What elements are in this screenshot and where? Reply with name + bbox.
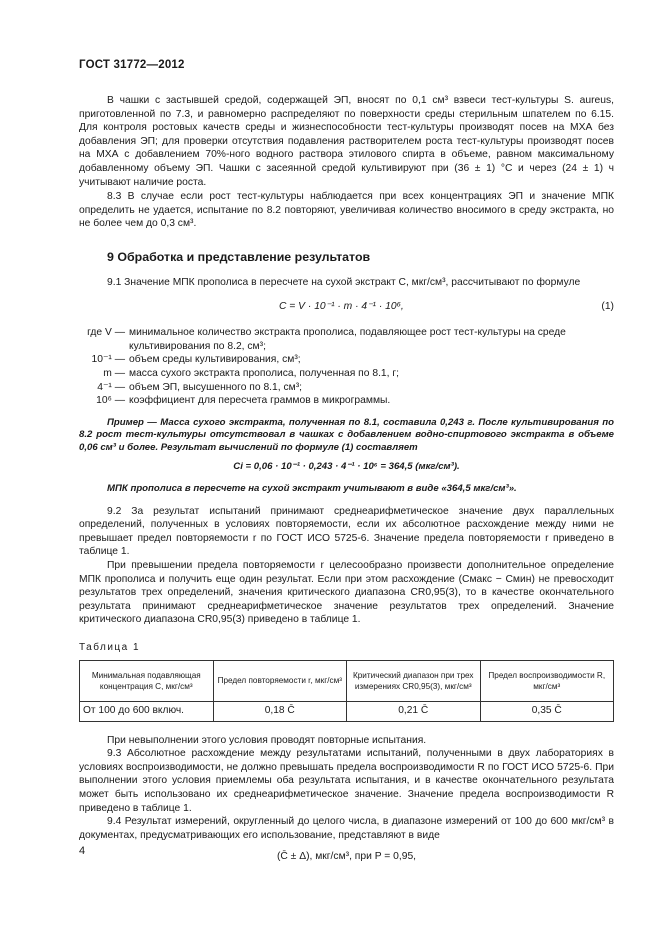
- table-cell: 0,35 C̄: [480, 701, 614, 721]
- legend-definition: минимальное количество экстракта прополиса, подавляющее рост тест-культуры на среде культивирования по 8.2, см³;: [129, 327, 566, 352]
- legend-symbol: m —: [103, 367, 125, 379]
- paragraph-9-2-continued: При превышении предела повторяемости r целесообразно произвести дополнительное определение МПК прополиса и получить еще один результат. Если при этом расхождение (Cмакс − Cмин) не превосходит результатов трех определений, значения критического диапазона CR0,95(3), то в качестве окончательного результата принимают среднеарифметическое значение результатов трех определений. Значение критического диапазона CR0,95(3) приведено в таблице 1.: [79, 560, 614, 626]
- table-row: [80, 701, 614, 721]
- result-form: (C̄ ± Δ), мкг/см³, при P = 0,95,: [276, 851, 417, 863]
- legend-symbol: 10⁻¹ —: [91, 354, 125, 366]
- table-header-cell: Предел воспроизводимости R, мкг/см³: [480, 660, 614, 701]
- legend-symbol: 4⁻¹ —: [97, 381, 125, 393]
- example-conclusion: МПК прополиса в пересчете на сухой экстракт учитывают в виде «364,5 мкг/см³».: [107, 483, 517, 495]
- formula-1: [79, 300, 614, 314]
- legend-symbol: 10⁶ —: [96, 395, 125, 407]
- legend-definition: коэффициент для пересчета граммов в микрограммы.: [129, 395, 391, 407]
- formula-legend: [79, 326, 614, 408]
- table-header-cell: Критический диапазон при трех измерениях CR0,95(3), мкг/см³: [347, 660, 481, 701]
- table-label: Таблица 1: [79, 642, 141, 653]
- table-header-cell: Минимальная подавляющая концентрация C, мкг/см³: [80, 660, 214, 701]
- legend-definition: объем среды культивирования, см³;: [129, 354, 301, 366]
- paragraph-8-2-continuation: В чашки с застывшей средой, содержащей ЭП, вносят по 0,1 см³ взвеси тест-культуры S. aureus, приготовленной по 7.3, и равномерно распределяют по поверхности среды стерильным шпателем по 6.15. Для контроля ростовых качеств среды и жизнеспособности тест-культуры производят посев на МХА без добавления ЭП; для проверки отсутствия подавления растворителем роста тест-культуры производят посев на МХА с добавлением 70%-ного водного раствора этилового спирта в объеме, равном максимальному добавленному объему ЭП. Чашки с засеянной средой культивируют при (36 ± 1) °С и через (24 ± 1) ч учитывают наличие роста.: [79, 95, 614, 188]
- table-1: [79, 660, 614, 722]
- paragraph-9-1: 9.1 Значение МПК прополиса в пересчете на сухой экстракт C, мкг/см³, рассчитывают по формуле: [107, 276, 581, 288]
- formula-1-number: (1): [601, 301, 614, 313]
- section-9-heading: 9 Обработка и представление результатов: [107, 249, 371, 264]
- formula-1-expression: C = V · 10⁻¹ · m · 4⁻¹ · 10⁶,: [279, 301, 404, 313]
- table-cell: 0,18 C̄: [213, 701, 347, 721]
- table-cell: От 100 до 600 включ.: [80, 701, 214, 721]
- paragraph-after-table: При невыполнении этого условия проводят повторные испытания.: [107, 734, 427, 746]
- example-formula: Ci = 0,06 · 10⁻¹ · 0,243 · 4⁻¹ · 10⁶ = 364,5 (мкг/см³).: [233, 461, 460, 473]
- paragraph-9-4: 9.4 Результат измерений, округленный до целого числа, в диапазоне измерений от 100 до 600 мкг/см³ в документах, предусматривающих его использование, представляют в виде: [79, 816, 614, 841]
- legend-definition: масса сухого экстракта прополиса, полученная по 8.1, г;: [129, 367, 400, 379]
- document-header: ГОСТ 31772—2012: [79, 59, 185, 71]
- legend-definition: объем ЭП, высушенного по 8.1, см³;: [129, 381, 302, 393]
- table-header-cell: Предел повторяемости r, мкг/см³: [213, 660, 347, 701]
- legend-symbol: где V —: [87, 327, 125, 339]
- paragraph-9-2: 9.2 За результат испытаний принимают среднеарифметическое значение двух параллельных определений, полученных в условиях повторяемости, если их абсолютное расхождение между ними не превышает предел повторяемости r по ГОСТ ИСО 5725-6. Значение предела повторяемости r приведено в таблице 1.: [79, 505, 614, 558]
- example-text: Пример — Масса сухого экстракта, полученная по 8.1, составила 0,243 г. После культивирования по 8.2 рост тест-культуры отсутствовал в чашках с добавлением водно-спиртового экстракта в объеме 0,06 см³ и более. Результат вычислений по формуле (1) составляет: [79, 416, 614, 453]
- paragraph-9-3: 9.3 Абсолютное расхождение между результатами испытаний, полученными в двух лабораториях в условиях воспроизводимости, не должно превышать предела воспроизводимости R по ГОСТ ИСО 5725-6. При выполнении этого условия приемлемы оба результата испытания, и в качестве окончательного результата может быть использовано их среднеарифметическое значение. Значение предела воспроизводимости R приведено в таблице 1.: [79, 748, 614, 814]
- table-header-row: [80, 660, 614, 701]
- document-body: [79, 94, 614, 872]
- paragraph-8-3: 8.3 В случае если рост тест-культуры наблюдается при всех концентрациях ЭП и значение МПК определить не удается, испытание по 8.2 повторяют, увеличивая количество вносимого в среду экстракта, но не более чем до 0,3 см³.: [79, 191, 614, 230]
- page-number: 4: [79, 845, 86, 857]
- table-cell: 0,21 C̄: [347, 701, 481, 721]
